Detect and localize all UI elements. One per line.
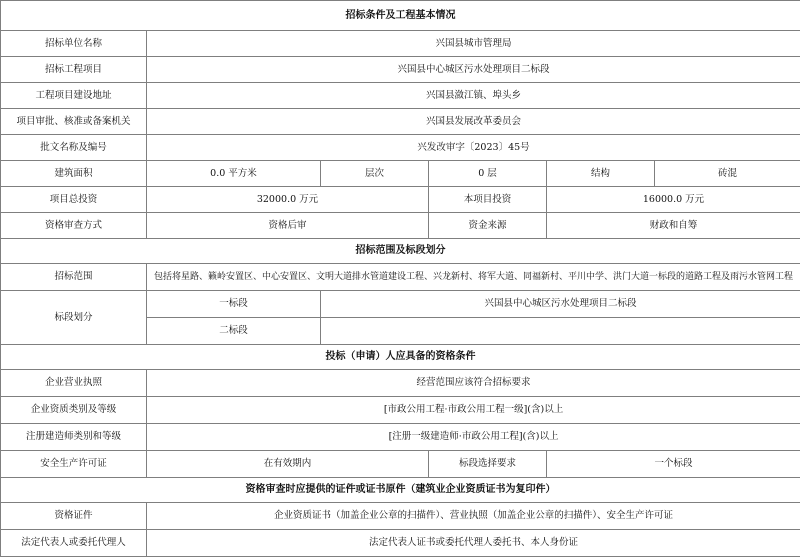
table-row bbox=[1, 503, 800, 530]
table-row bbox=[1, 187, 800, 213]
engineer-grade-label: 注册建造师类别和等级 bbox=[1, 424, 147, 451]
table-row bbox=[1, 451, 800, 478]
section-name: 一标段 bbox=[147, 291, 321, 318]
section-desc: 兴国县中心城区污水处理项目二标段 bbox=[321, 291, 800, 318]
license-label: 企业营业执照 bbox=[1, 370, 147, 397]
area-value: 0.0 平方米 bbox=[147, 161, 321, 187]
review-method-label: 资格审查方式 bbox=[1, 213, 147, 239]
approval-doc-label: 批文名称及编号 bbox=[1, 135, 147, 161]
table-row bbox=[1, 83, 800, 109]
floors-label: 层次 bbox=[321, 161, 429, 187]
company-grade-label: 企业资质类别及等级 bbox=[1, 397, 147, 424]
project-value: 兴国县中心城区污水处理项目二标段 bbox=[147, 57, 800, 83]
review-method-value: 资格后审 bbox=[147, 213, 429, 239]
company-grade-value: [市政公用工程·市政公用工程一级](含)以上 bbox=[147, 397, 800, 424]
floors-value: 0 层 bbox=[429, 161, 547, 187]
table-row bbox=[1, 370, 800, 397]
approval-org-label: 项目审批、核准或备案机关 bbox=[1, 109, 147, 135]
license-value: 经营范围应该符合招标要求 bbox=[147, 370, 800, 397]
this-investment-value: 16000.0 万元 bbox=[547, 187, 800, 213]
location-value: 兴国县潋江镇、埠头乡 bbox=[147, 83, 800, 109]
funding-value: 财政和自筹 bbox=[547, 213, 800, 239]
table-row bbox=[1, 397, 800, 424]
section-title-qualification: 投标（申请）人应具备的资格条件 bbox=[1, 345, 800, 370]
rep-value: 法定代表人证书或委托代理人委托书、本人身份证 bbox=[147, 530, 800, 557]
table-row bbox=[1, 530, 800, 557]
approval-doc-value: 兴发改审字〔2023〕45号 bbox=[147, 135, 800, 161]
total-investment-label: 项目总投资 bbox=[1, 187, 147, 213]
tenderer-label: 招标单位名称 bbox=[1, 31, 147, 57]
table-row bbox=[1, 57, 800, 83]
engineer-grade-value: [注册一级建造师·市政公用工程](含)以上 bbox=[147, 424, 800, 451]
area-label: 建筑面积 bbox=[1, 161, 147, 187]
project-label: 招标工程项目 bbox=[1, 57, 147, 83]
section-select-value: 一个标段 bbox=[547, 451, 800, 478]
tenderer-value: 兴国县城市管理局 bbox=[147, 31, 800, 57]
structure-label: 结构 bbox=[547, 161, 655, 187]
section-title-scope: 招标范围及标段划分 bbox=[1, 239, 800, 264]
approval-org-value: 兴国县发展改革委员会 bbox=[147, 109, 800, 135]
scope-value: 包括将星路、籁岭安置区、中心安置区、文明大道排水管道建设工程、兴龙新村、将军大道、同福新村、平川中学、洪门大道一标段的道路工程及雨污水管网工程 bbox=[147, 264, 800, 291]
total-investment-value: 32000.0 万元 bbox=[147, 187, 429, 213]
this-investment-label: 本项目投资 bbox=[429, 187, 547, 213]
section-title-conditions: 招标条件及工程基本情况 bbox=[1, 1, 800, 31]
certs-label: 资格证件 bbox=[1, 503, 147, 530]
table-row bbox=[1, 109, 800, 135]
table-row bbox=[1, 291, 800, 318]
table-row bbox=[1, 161, 800, 187]
table-row bbox=[1, 31, 800, 57]
location-label: 工程项目建设地址 bbox=[1, 83, 147, 109]
section-name: 二标段 bbox=[147, 318, 321, 345]
safety-label: 安全生产许可证 bbox=[1, 451, 147, 478]
table-row bbox=[1, 135, 800, 161]
certs-value: 企业资质证书（加盖企业公章的扫描件）、营业执照（加盖企业公章的扫描件）、安全生产许可证 bbox=[147, 503, 800, 530]
table-row bbox=[1, 264, 800, 291]
section-desc bbox=[321, 318, 800, 345]
section-select-label: 标段选择要求 bbox=[429, 451, 547, 478]
division-label: 标段划分 bbox=[1, 291, 147, 345]
section-title-documents: 资格审查时应提供的证件或证书原件（建筑业企业资质证书为复印件） bbox=[1, 478, 800, 503]
funding-label: 资金来源 bbox=[429, 213, 547, 239]
scope-label: 招标范围 bbox=[1, 264, 147, 291]
table-row bbox=[1, 213, 800, 239]
table-row bbox=[1, 424, 800, 451]
safety-value: 在有效期内 bbox=[147, 451, 429, 478]
structure-value: 砖混 bbox=[655, 161, 800, 187]
rep-label: 法定代表人或委托代理人 bbox=[1, 530, 147, 557]
